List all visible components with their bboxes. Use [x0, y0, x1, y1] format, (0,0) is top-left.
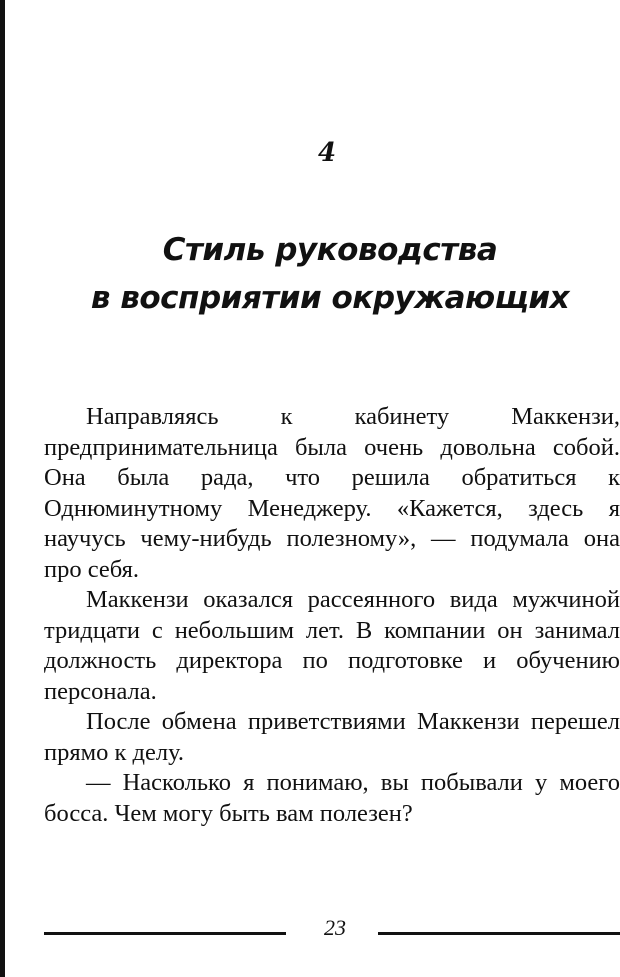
chapter-title: [40, 226, 620, 322]
footer-rule-right: [378, 932, 620, 935]
paragraph: Направляясь к кабинету Маккензи, предпринимательница была очень довольна собой. Она была рада, что решила обратиться к Однюминутному Менеджеру. «Кажется, здесь я научусь чему-нибудь полезному», — подумала она про себя.: [44, 403, 620, 583]
chapter-number: 4: [318, 138, 337, 168]
page-binding-edge: [0, 0, 5, 977]
paragraph: — Насколько я понимаю, вы побывали у моего босса. Чем могу быть вам полезен?: [44, 769, 620, 827]
body-text: [44, 402, 620, 829]
paragraph: Маккензи оказался рассеянного вида мужчиной тридцати с небольшим лет. В компании он занимал должность директора по подготовке и обучению персонала.: [44, 586, 620, 705]
paragraph: После обмена приветствиями Маккензи перешел прямо к делу.: [44, 708, 620, 766]
chapter-title-line-2: в восприятии окружающих: [90, 280, 570, 316]
chapter-title-line-1: Стиль руководства: [162, 232, 498, 268]
page-number: 23: [324, 915, 346, 940]
footer-rule-left: [44, 932, 286, 935]
